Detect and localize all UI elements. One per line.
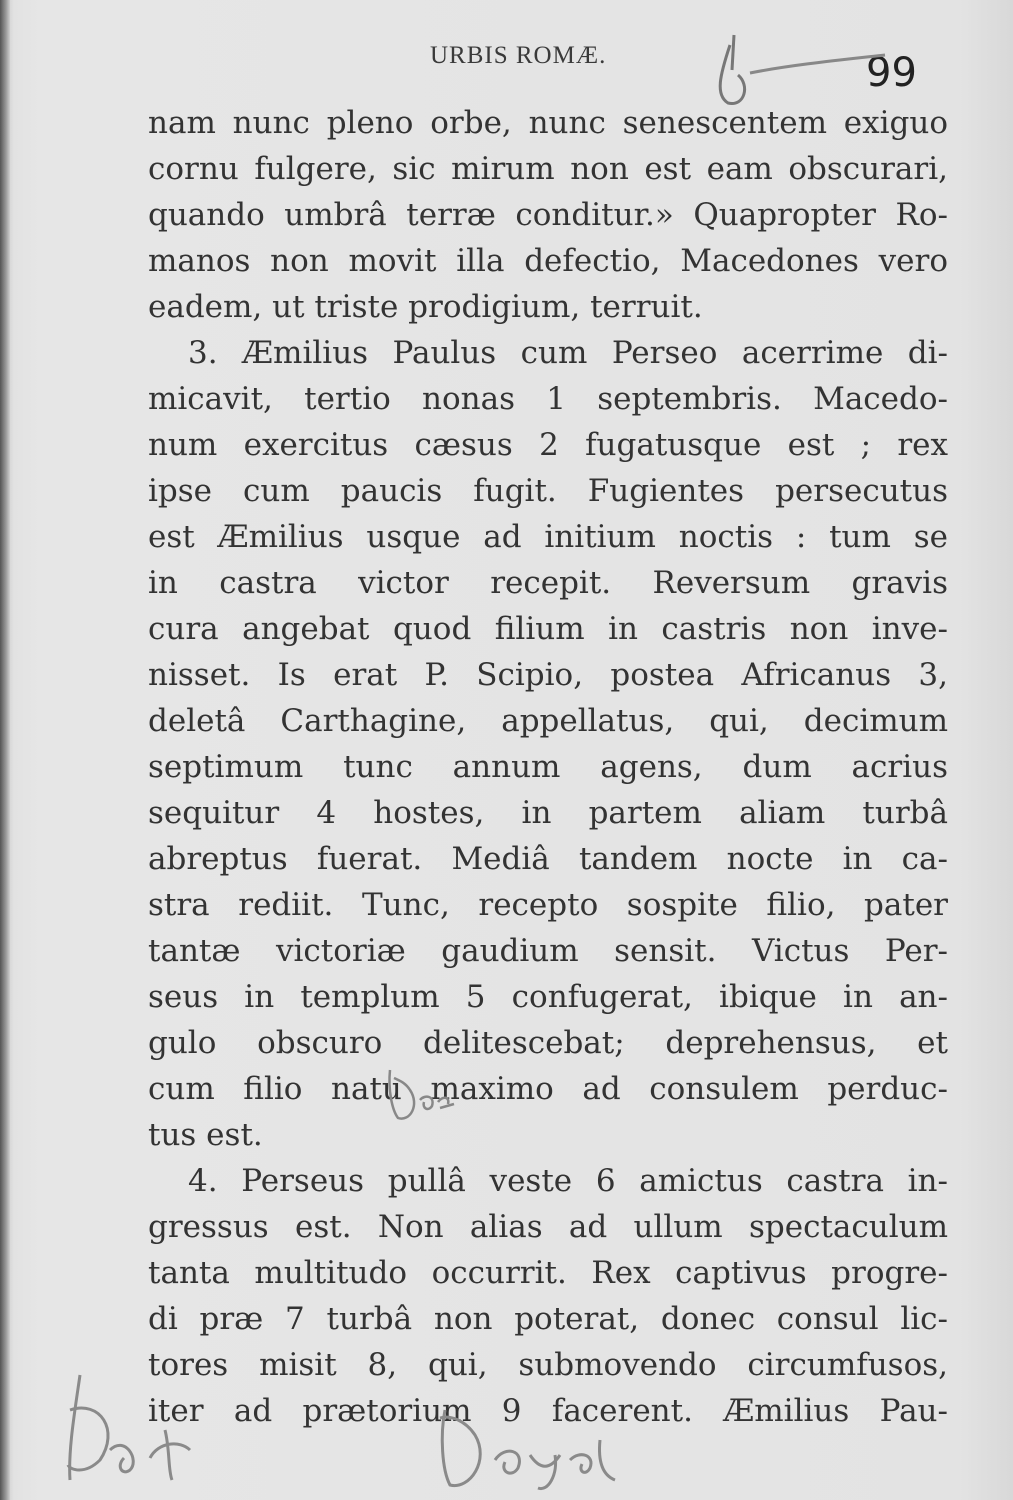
text-line: di præ 7 turbâ non poterat, donec consul lic-: [148, 1301, 948, 1337]
text-line: nam nunc pleno orbe, nunc senescentem exiguo: [148, 105, 948, 141]
text-line: 4. Perseus pullâ veste 6 amictus castra in-: [188, 1163, 948, 1199]
text-line: gressus est. Non alias ad ullum spectaculum: [148, 1209, 948, 1245]
text-line: abreptus fuerat. Mediâ tandem nocte in ca-: [148, 841, 948, 877]
text-line: septimum tunc annum agens, dum acrius: [148, 749, 948, 785]
text-line: est Æmilius usque ad initium noctis : tum se: [148, 519, 948, 555]
text-line: iter ad prætorium 9 facerent. Æmilius Pau-: [148, 1393, 948, 1429]
text-line: micavit, tertio nonas 1 septembris. Macedo-: [148, 381, 948, 417]
text-line: eadem, ut triste prodigium, terruit.: [148, 289, 703, 325]
text-line: tus est.: [148, 1117, 263, 1153]
text-line: seus in templum 5 confugerat, ibique in an-: [148, 979, 948, 1015]
text-line: sequitur 4 hostes, in partem aliam turbâ: [148, 795, 948, 831]
text-line: tanta multitudo occurrit. Rex captivus progre-: [148, 1255, 948, 1291]
text-line: tantæ victoriæ gaudium sensit. Victus Per-: [148, 933, 948, 969]
body-text: [148, 100, 948, 1434]
text-line: cornu fulgere, sic mirum non est eam obscurari,: [148, 151, 948, 187]
running-head: URBIS ROMÆ.: [430, 42, 607, 69]
text-line: deletâ Carthagine, appellatus, qui, decimum: [148, 703, 948, 739]
text-line: nisset. Is erat P. Scipio, postea Africanus 3,: [148, 657, 948, 693]
text-line: stra rediit. Tunc, recepto sospite filio, pater: [148, 887, 948, 923]
text-line: ipse cum paucis fugit. Fugientes persecutus: [148, 473, 948, 509]
page-spine-edge: [0, 0, 10, 1500]
text-line: 3. Æmilius Paulus cum Perseo acerrime di-: [188, 335, 948, 371]
page-number: 99: [866, 50, 917, 96]
text-line: tores misit 8, qui, submovendo circumfusos,: [148, 1347, 948, 1383]
text-line: num exercitus cæsus 2 fugatusque est ; rex: [148, 427, 948, 463]
text-line: cura angebat quod filium in castris non inve-: [148, 611, 948, 647]
text-line: manos non movit illa defectio, Macedones vero: [148, 243, 948, 279]
text-line: quando umbrâ terræ conditur.» Quapropter Ro-: [148, 197, 948, 233]
text-line: in castra victor recepit. Reversum gravis: [148, 565, 948, 601]
text-line: cum filio natu maximo ad consulem perduc-: [148, 1071, 948, 1107]
text-line: gulo obscuro delitescebat; deprehensus, et: [148, 1025, 948, 1061]
